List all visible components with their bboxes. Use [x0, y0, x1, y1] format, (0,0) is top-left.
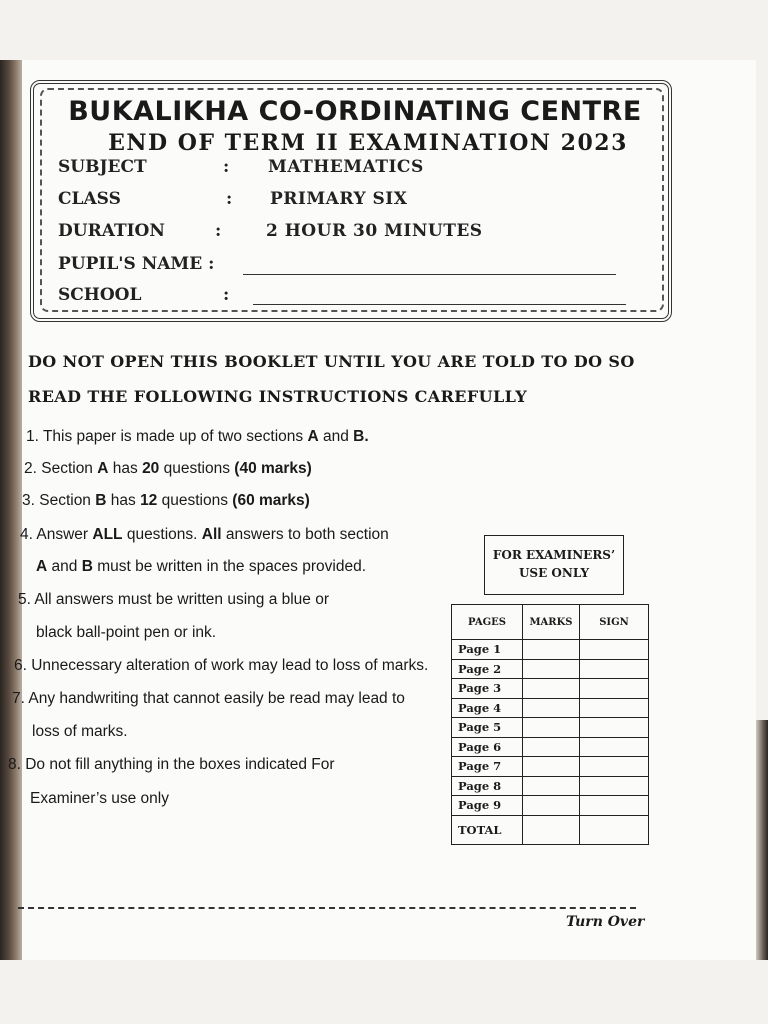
read-instructions-heading: READ THE FOLLOWING INSTRUCTIONS CAREFULLY [28, 387, 528, 406]
field-label: CLASS [58, 189, 121, 209]
field-label: DURATION [58, 221, 165, 241]
centre-title: BUKALIKHA CO-ORDINATING CENTRE [68, 96, 642, 127]
field-label: PUPIL'S NAME : [58, 254, 215, 274]
instruction-2: 2. Section A has 20 questions (40 marks) [24, 460, 312, 477]
field-value: 2 HOUR 30 MINUTES [266, 221, 483, 241]
table-row [452, 718, 649, 738]
marks-cell [523, 737, 580, 757]
table-row [452, 776, 649, 796]
table-row [452, 698, 649, 718]
marks-table [451, 604, 649, 845]
header-sign: SIGN [580, 605, 649, 640]
page-cell: Page 4 [452, 698, 523, 718]
marks-cell [523, 698, 580, 718]
instruction-4: 4. Answer ALL questions. All answers to both section [20, 526, 389, 543]
field-colon: : [223, 285, 230, 305]
examiners-box-line1: FOR EXAMINERS’ [492, 548, 616, 562]
total-cell: TOTAL [452, 815, 523, 844]
footer-dashed-line [18, 907, 636, 909]
sign-cell [580, 796, 649, 816]
marks-cell [523, 815, 580, 844]
field-colon: : [223, 157, 230, 177]
field-value: PRIMARY SIX [270, 189, 408, 209]
sign-cell [580, 737, 649, 757]
turn-over-label: Turn Over [566, 914, 645, 930]
marks-cell [523, 757, 580, 777]
exam-title: END OF TERM II EXAMINATION 2023 [108, 130, 628, 156]
marks-cell [523, 776, 580, 796]
page-cell: Page 6 [452, 737, 523, 757]
header-pages: PAGES [452, 605, 523, 640]
pupil-name-line [243, 274, 616, 275]
do-not-open-warning: DO NOT OPEN THIS BOOKLET UNTIL YOU ARE TOLD TO DO SO [28, 352, 635, 371]
instruction-5: 5. All answers must be written using a blue or [18, 591, 330, 608]
field-colon: : [226, 189, 233, 209]
sign-cell [580, 659, 649, 679]
instruction-7: 7. Any handwriting that cannot easily be read may lead to [12, 690, 405, 707]
examiners-box-line2: USE ONLY [518, 566, 590, 580]
sign-cell [580, 815, 649, 844]
instruction-8: 8. Do not fill anything in the boxes indicated For [8, 756, 335, 773]
marks-cell [523, 659, 580, 679]
instruction-4-cont: A and B must be written in the spaces provided. [36, 558, 367, 575]
instruction-8-cont: Examiner’s use only [30, 790, 169, 807]
page-cell: Page 7 [452, 757, 523, 777]
table-row [452, 757, 649, 777]
sign-cell [580, 718, 649, 738]
marks-cell [523, 679, 580, 699]
sign-cell [580, 679, 649, 699]
page-cell: Page 9 [452, 796, 523, 816]
marks-table-header [452, 605, 649, 640]
table-row [452, 659, 649, 679]
header-marks: MARKS [523, 605, 580, 640]
sign-cell [580, 776, 649, 796]
page-cell: Page 5 [452, 718, 523, 738]
field-value: MATHEMATICS [268, 157, 424, 177]
page-cell: Page 3 [452, 679, 523, 699]
marks-cell [523, 640, 580, 660]
field-label: SCHOOL [58, 285, 142, 305]
table-row [452, 679, 649, 699]
field-label: SUBJECT [58, 157, 147, 177]
table-row [452, 737, 649, 757]
examiners-use-box [484, 535, 624, 595]
school-line [253, 304, 626, 305]
marks-cell [523, 718, 580, 738]
table-row [452, 796, 649, 816]
instruction-3: 3. Section B has 12 questions (60 marks) [22, 492, 310, 509]
instruction-1: 1. This paper is made up of two sections A and B. [26, 428, 369, 445]
total-row [452, 815, 649, 844]
instruction-5-cont: black ball-point pen or ink. [36, 624, 217, 641]
sign-cell [580, 757, 649, 777]
sign-cell [580, 640, 649, 660]
marks-cell [523, 796, 580, 816]
page-cell: Page 1 [452, 640, 523, 660]
instruction-7-cont: loss of marks. [32, 723, 128, 740]
binder-edge-right [756, 720, 768, 960]
table-row [452, 640, 649, 660]
instruction-6: 6. Unnecessary alteration of work may lead to loss of marks. [14, 657, 429, 674]
field-colon: : [215, 221, 222, 241]
page-cell: Page 2 [452, 659, 523, 679]
page-cell: Page 8 [452, 776, 523, 796]
sign-cell [580, 698, 649, 718]
